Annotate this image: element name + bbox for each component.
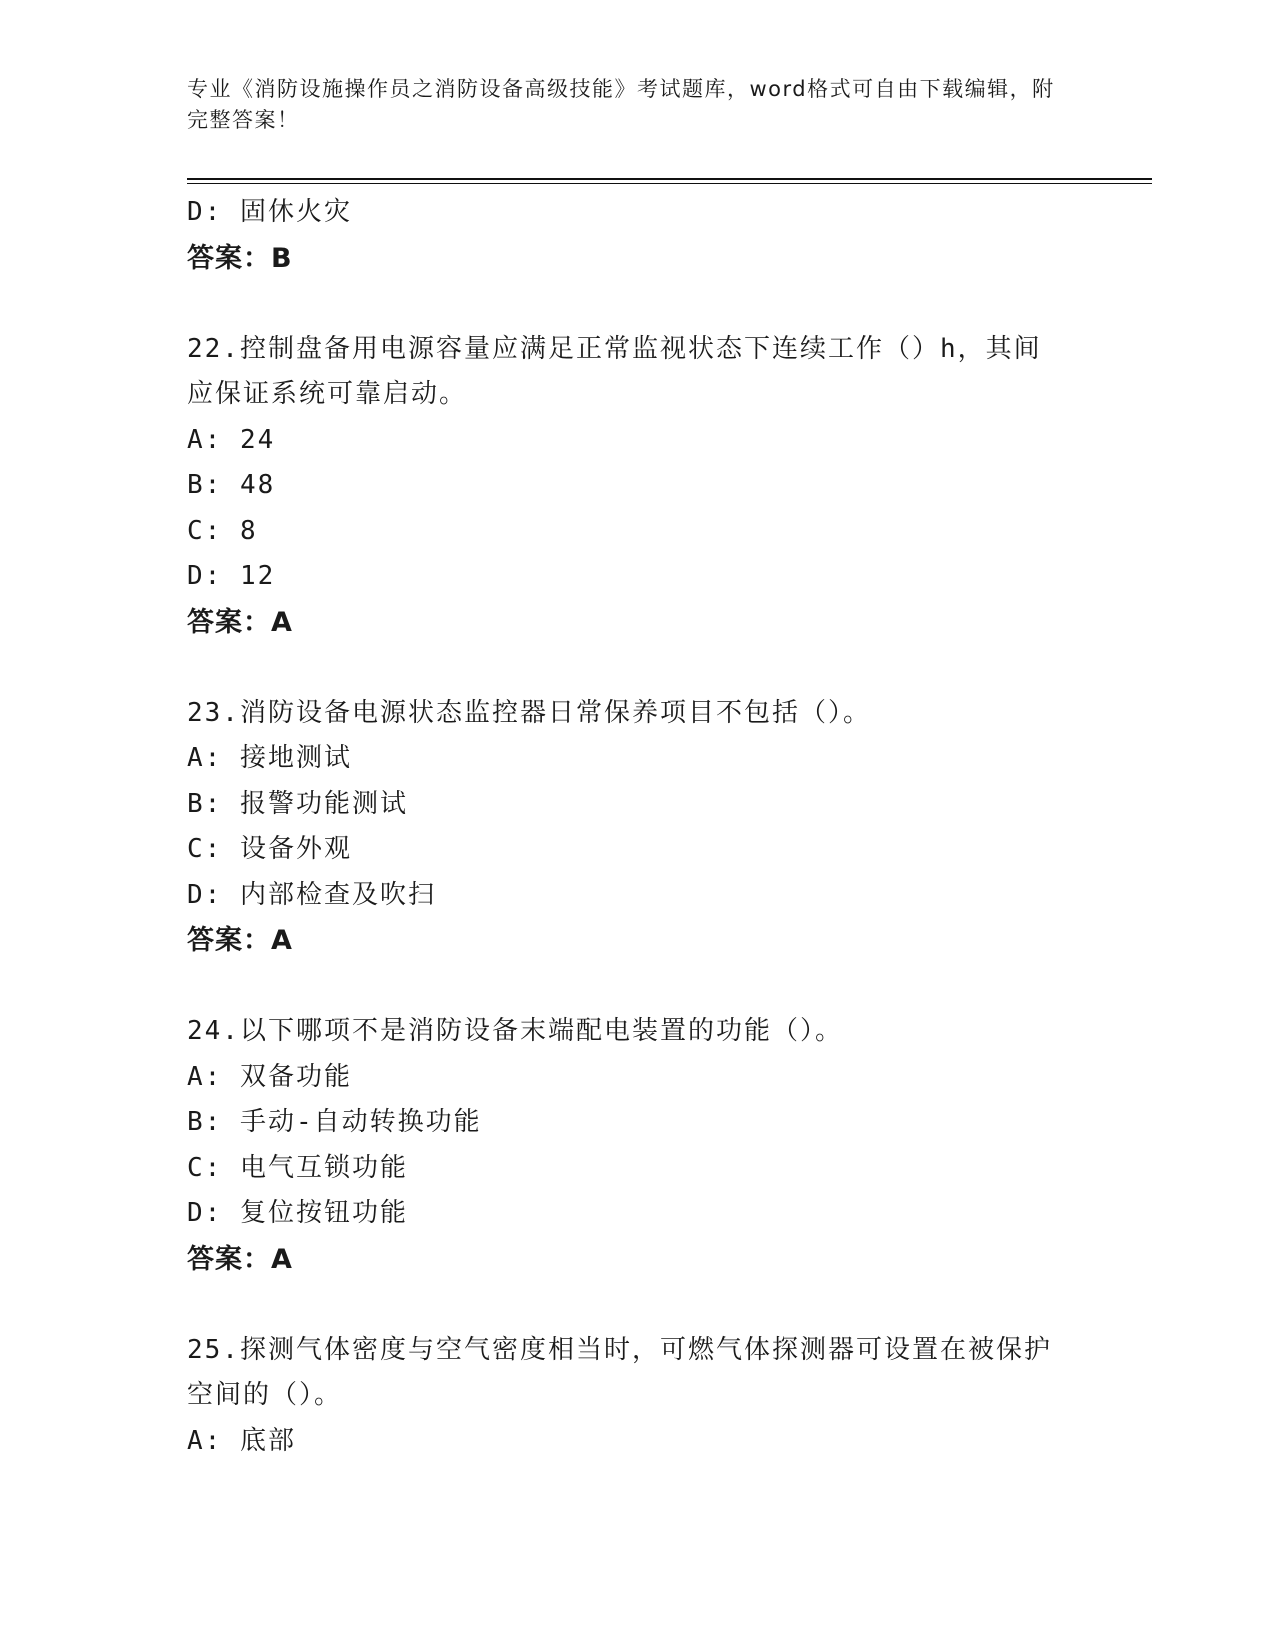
document-header: 专业《消防设施操作员之消防设备高级技能》考试题库，word格式可自由下载编辑，附完整答案！ <box>187 77 1055 132</box>
option-d: D: 12 <box>187 561 276 591</box>
option-a: A: 底部 <box>187 1425 296 1456</box>
header-divider-thin <box>187 183 1152 184</box>
answer-line: 答案：A <box>187 925 293 956</box>
question-list <box>187 190 1087 1464</box>
option-d: D: 复位按钮功能 <box>187 1198 408 1228</box>
option-c: C: 设备外观 <box>187 834 352 864</box>
question-stem: 23.消防设备电源状态监控器日常保养项目不包括（）。 <box>187 697 871 728</box>
option-b: B: 报警功能测试 <box>187 788 408 819</box>
header-divider-thick <box>187 178 1152 180</box>
answer-line: 答案：A <box>187 606 293 638</box>
option-c: C: 8 <box>187 515 258 546</box>
option-a: A: 接地测试 <box>187 743 352 773</box>
option-c: C: 电气互锁功能 <box>187 1152 408 1183</box>
option-b: B: 48 <box>187 470 276 500</box>
option-d: D: 内部检查及吹扫 <box>187 879 436 910</box>
answer-line: 答案：B <box>187 242 293 274</box>
option-d: D: 固休火灾 <box>187 197 352 227</box>
question-stem: 25.探测气体密度与空气密度相当时，可燃气体探测器可设置在被保护空间的（）。 <box>187 1334 1052 1410</box>
option-a: A: 24 <box>187 424 276 455</box>
question-stem: 22.控制盘备用电源容量应满足正常监视状态下连续工作（）h，其间应保证系统可靠启动。 <box>187 333 1042 409</box>
option-a: A: 双备功能 <box>187 1061 352 1092</box>
question-stem: 24.以下哪项不是消防设备末端配电装置的功能（）。 <box>187 1016 843 1046</box>
option-b: B: 手动-自动转换功能 <box>187 1107 482 1137</box>
answer-line: 答案：A <box>187 1243 293 1275</box>
